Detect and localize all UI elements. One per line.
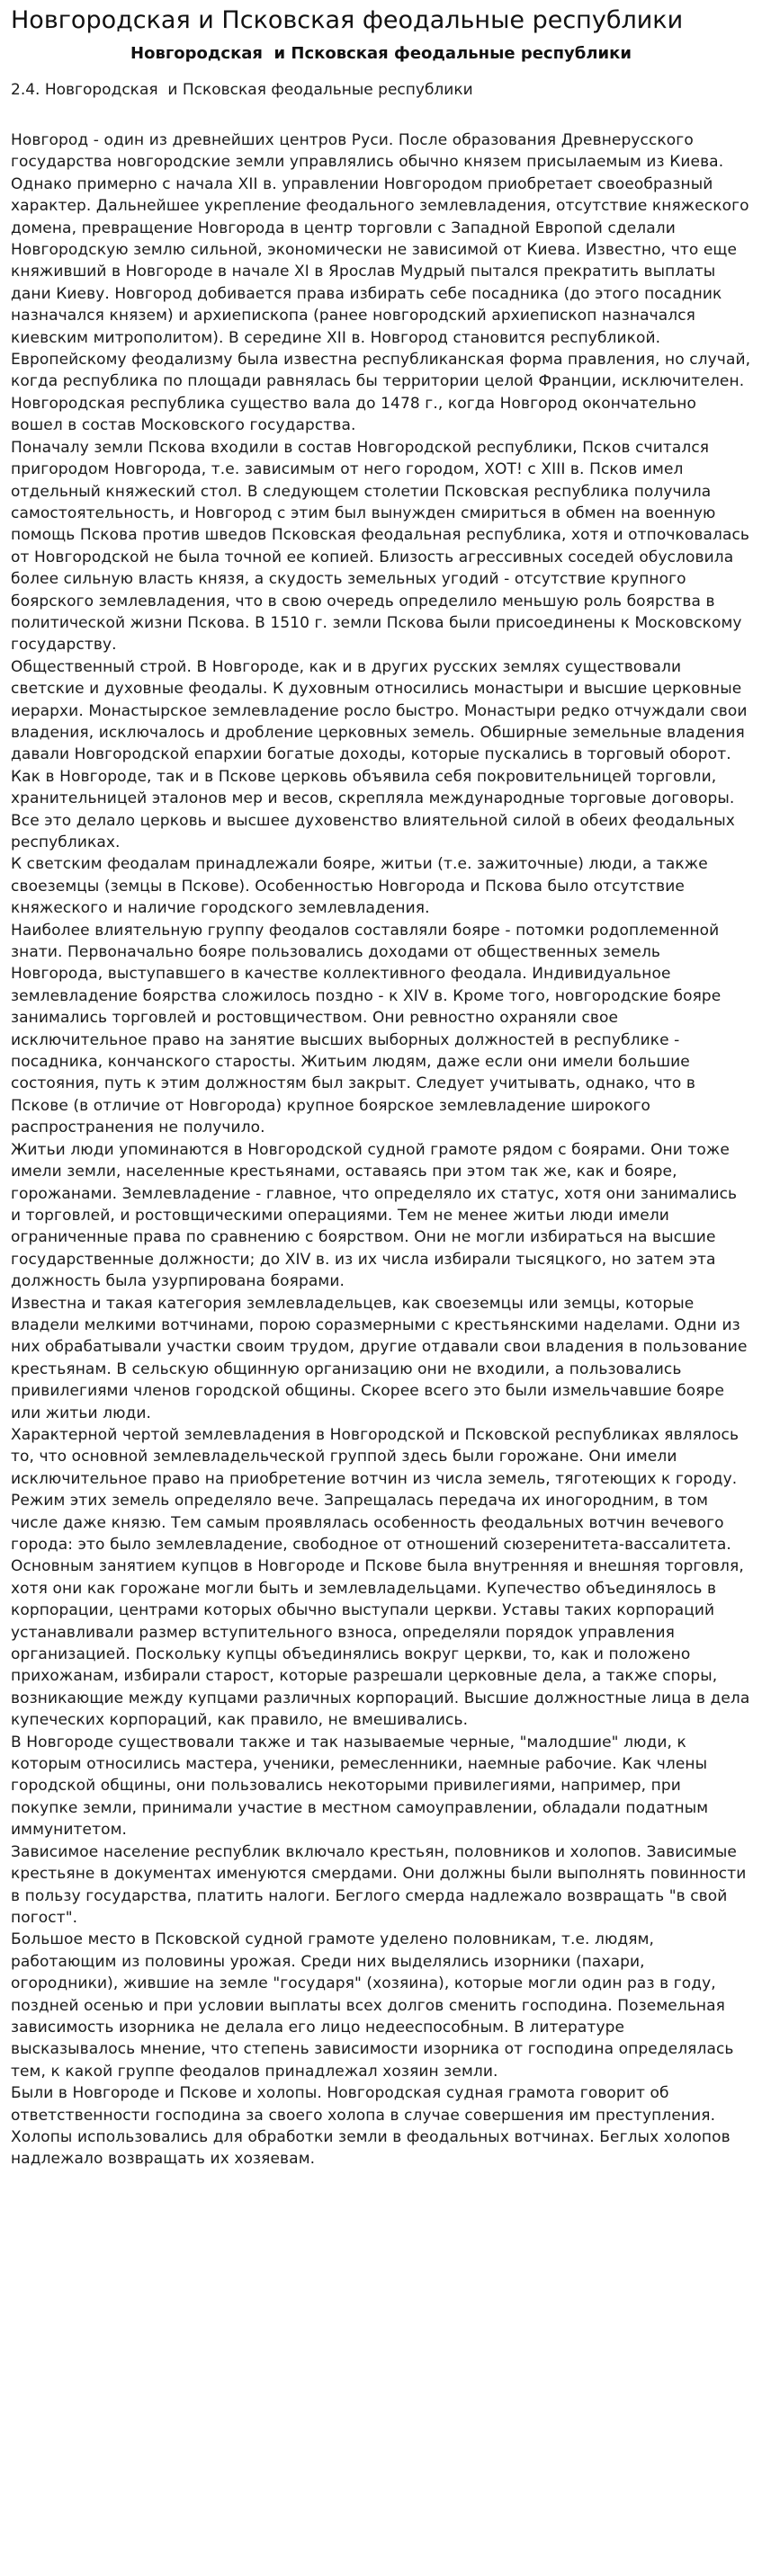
paragraph: Поначалу земли Пскова входили в состав Новгородской республики, Псков считался пригородом Новгорода, т.е. зависимым от него городом, ХОТ! с XIII в. Псков имел отдельный княжеский стол. В следующем столетии Псковская республика получила самостоятельность, и Новгород с этим был вынужден смириться в обмен на военную помощь Пскова против шведов Псковская феодальная республика, хотя и отпочковалась от Новгородской не была точной ее копией. Близость агрессивных соседей обусловила более сильную власть князя, а скудость земельных угодий - отсутствие крупного боярского землевладения, что в свою очередь определило меньшую роль боярства в политической жизни Пскова. В 1510 г. земли Пскова были присоединены к Московскому государству. <box>11 438 750 655</box>
paragraph: К светским феодалам принадлежали бояре, житьи (т.е. зажиточные) люди, а также своеземцы (земцы в Пскове). Особенностью Новгорода и Пскова было отсутствие княжеского и наличие городского землевладения. <box>11 855 708 918</box>
article-body <box>11 129 751 2170</box>
document-subtitle: Новгородская и Псковская феодальные республики <box>130 44 632 63</box>
paragraph: Известна и такая категория землевладельцев, как своеземцы или земцы, которые владели мелкими вотчинами, порою соразмерными с крестьянскими наделами. Одни из них обрабатывали участки своим трудом, другие отдавали свои владения в пользование крестьянам. В сельскую общинную организацию они не входили, а пользовались привилегиями членов городской общины. Скорее всего это были измельчавшие бояре или житьи люди. <box>11 1294 748 1422</box>
paragraph: Большое место в Псковской судной грамоте уделено половникам, т.е. людям, работающим из половины урожая. Среди них выделялись изорники (пахари, огородники), жившие на земле "государя" (хозяина), которые могли один раз в году, поздней осенью и при условии выплаты всех долгов сменить господина. Поземельная зависимость изорника не делала его лицо недееспособным. В литературе высказывалось мнение, что степень зависимости изорника от господина определялась тем, к какой группе феодалов принадлежал хозяин земли. <box>11 1930 734 2081</box>
paragraph: В Новгороде существовали также и так называемые черные, "малодшие" люди, к которым относились мастера, ученики, ремесленники, наемные рабочие. Как члены городской общины, они пользовались некоторыми привилегиями, например, при покупке земли, принимали участие в местном самоуправлении, обладали податным иммунитетом. <box>11 1733 709 1840</box>
paragraph: Житьи люди упоминаются в Новгородской судной грамоте рядом с боярами. Они тоже имели земли, населенные крестьянами, оставаясь при этом так же, как и бояре, горожанами. Землевладение - главное, что определяло их статус, хотя они занимались и торговлей, и ростовщическими операциями. Тем не менее житьи люди имели ограниченные права по сравнению с боярством. Они не могли избираться на высшие государственные должности; до XIV в. из их числа избирали тысяцкого, но затем эта должность была узурпирована боярами. <box>11 1140 738 1291</box>
paragraph: Основным занятием купцов в Новгороде и Пскове была внутренняя и внешняя торговля, хотя они как горожане могли быть и землевладельцами. Купечество объединялось в корпорации, центрами которых обычно выступали церкви. Уставы таких корпораций устанавливали размер вступительного взноса, определяли порядок управления организацией. Поскольку купцы объединялись вокруг церкви, то, как и положено прихожанам, избирали старост, которые разрешали церковные дела, а также споры, возникающие между купцами различных корпораций. Высшие должностные лица в дела купеческих корпораций, как правило, не вмешивались. <box>11 1557 750 1730</box>
paragraph: Характерной чертой землевладения в Новгородской и Псковской республиках являлось то, что основной землевладельческой группой здесь были горожане. Они имели исключительное право на приобретение вотчин из числа земель, тяготеющих к городу. Режим этих земель определяло вече. Запрещалась передача их иногородним, в том числе даже князю. Тем самым проявлялась особенность феодальных вотчин вечевого города: это было землевладение, свободное от отношений сюзеренитета-вассалитета. <box>11 1425 740 1554</box>
paragraph: Новгород - один из древнейших центров Руси. После образования Древнерусского государства новгородские земли управлялись обычно князем присылаемым из Киева. Однако примерно с начала XII в. управлении Новгородом приобретает своеобразный характер. Дальнейшее укрепление феодального землевладения, отсутствие княжеского домена, превращение Новгорода в центр торговли с Западной Европой сделали Новгородскую землю сильной, экономически не зависимой от Киева. Известно, что еще княживший в Новгороде в начале XI в Ярослав Мудрый пытался прекратить выплаты дани Киеву. Новгород добивается права избирать себе посадника (до этого посадник назначался князем) и архиепископа (ранее новгородский архиепископ назначался киевским митрополитом). В середине XII в. Новгород становится республикой. Европейскому феодализму была известна республиканская форма правления, но случай, когда республика по площади равнялась бы территории целой Франции, исключителен. Новгородская республика существо вала до 1478 г., когда Новгород окончательно вошел в состав Московского государства. <box>11 131 751 435</box>
paragraph: Общественный строй. В Новгороде, как и в других русских землях существовали светские и духовные феодалы. К духовным относились монастыри и высшие церковные иерархи. Монастырское землевладение росло быстро. Монастыри редко отчуждали свои владения, исключалось и дробление церковных земель. Обширные земельные владения давали Новгородской епархии богатые доходы, которые пускались в торговый оборот. Как в Новгороде, так и в Пскове церковь объявила себя покровительницей торговли, хранительницей эталонов мер и весов, скрепляла международные торговые договоры. Все это делало церковь и высшее духовенство влиятельной силой в обеих феодальных республиках. <box>11 657 748 851</box>
paragraph: Зависимое население республик включало крестьян, половников и холопов. Зависимые крестьяне в документах именуются смердами. Они должны были выполнять повинности в пользу государства, платить налоги. Беглого смерда надлежало возвращать "в свой погост". <box>11 1842 747 1927</box>
paragraph: Наиболее влиятельную группу феодалов составляли бояре - потомки родоплеменной знати. Первоначально бояре пользовались доходами от общественных земель Новгорода, выступавшего в качестве коллективного феодала. Индивидуальное землевладение боярства сложилось поздно - к XIV в. Кроме того, новгородские бояре занимались торговлей и ростовщичеством. Они ревностно охраняли свое исключительное право на занятие высших выборных должностей в республике - посадника, кончанского старосты. Житьим людям, даже если они имели большие состояния, путь к этим должностям был закрыт. Следует учитывать, однако, что в Пскове (в отличие от Новгорода) крупное боярское землевладение широкого распространения не получило. <box>11 921 722 1137</box>
section-heading: 2.4. Новгородская и Псковская феодальные республики <box>11 81 473 99</box>
page-title: Новгородская и Псковская феодальные республики <box>11 6 684 34</box>
paragraph: Были в Новгороде и Пскове и холопы. Новгородская судная грамота говорит об ответственности господина за своего холопа в случае совершения им преступления. Холопы использовались для обработки земли в феодальных вотчинах. Беглых холопов надлежало возвращать их хозяевам. <box>11 2084 731 2169</box>
